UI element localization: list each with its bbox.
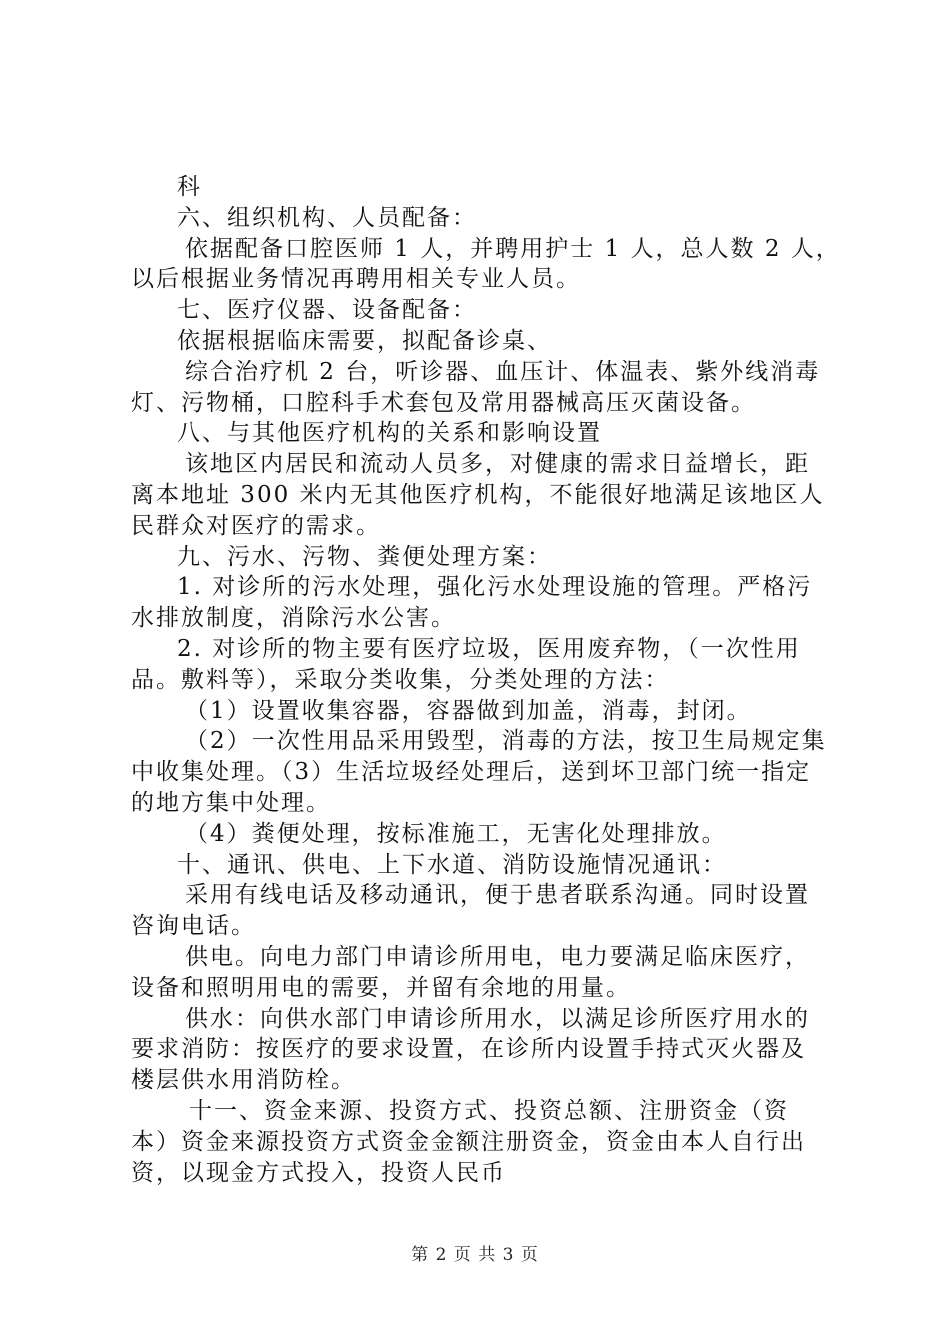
text-line: 以后根据业务情况再聘用相关专业人员。	[131, 266, 581, 293]
page-number-footer: 第 2 页 共 3 页	[411, 1245, 539, 1265]
text-line: 离本地址 300 米内无其他医疗机构，不能很好地满足该地区人	[131, 481, 825, 508]
text-line: 的地方集中处理。	[131, 789, 331, 816]
text-line: 水排放制度，消除污水公害。	[131, 605, 456, 632]
text-line: 品。敷料等），采取分类收集，分类处理的方法：	[131, 666, 670, 693]
text-line: （2）一次性用品采用毁型，消毒的方法，按卫生局规定集	[185, 728, 827, 755]
document-body	[131, 172, 841, 1188]
section-heading: 七、医疗仪器、设备配备：	[177, 297, 477, 324]
text-line: 2. 对诊所的物主要有医疗垃圾，医用废弃物，（一次性用	[177, 635, 801, 662]
text-line: 该地区内居民和流动人员多，对健康的需求日益增长，距	[185, 451, 810, 478]
text-line: 资，以现金方式投入，投资人民币	[131, 1159, 506, 1186]
text-line: 灯、污物桶，口腔科手术套包及常用器械高压灭菌设备。	[131, 389, 756, 416]
text-line: （4）粪便处理，按标准施工，无害化处理排放。	[185, 820, 727, 847]
text-line: 设备和照明用电的需要，并留有余地的用量。	[131, 974, 631, 1001]
text-line: 依据根据临床需要，拟配备诊桌、	[177, 327, 552, 354]
section-heading: 六、组织机构、人员配备：	[177, 204, 477, 231]
text-line: 综合治疗机 2 台，听诊器、血压计、体温表、紫外线消毒	[185, 358, 821, 385]
text-line: 楼层供水用消防栓。	[131, 1067, 356, 1094]
text-line: 1. 对诊所的污水处理，强化污水处理设施的管理。严格污	[177, 574, 813, 601]
section-heading: 九、污水、污物、粪便处理方案：	[177, 543, 552, 570]
text-line: 中收集处理。（3）生活垃圾经处理后，送到坏卫部门统一指定	[131, 759, 812, 786]
text-line: 咨询电话。	[131, 913, 256, 940]
text-line: 供电。向电力部门申请诊所用电，电力要满足临床医疗，	[185, 943, 810, 970]
section-heading: 十一、资金来源、投资方式、投资总额、注册资金（资	[189, 1097, 789, 1124]
section-heading: 八、与其他医疗机构的关系和影响设置	[177, 420, 602, 447]
text-line: 依据配备口腔医师 1 人，并聘用护士 1 人，总人数 2 人，	[185, 235, 841, 262]
text-line: （1）设置收集容器，容器做到加盖，消毒，封闭。	[185, 697, 752, 724]
text-line: 供水：向供水部门申请诊所用水，以满足诊所医疗用水的	[185, 1005, 810, 1032]
text-line: 本）资金来源投资方式资金金额注册资金，资金由本人自行出	[131, 1128, 806, 1155]
section-heading: 十、通讯、供电、上下水道、消防设施情况通讯：	[177, 851, 727, 878]
text-line: 科	[177, 174, 202, 200]
text-line: 采用有线电话及移动通讯，便于患者联系沟通。同时设置	[185, 882, 810, 909]
text-line: 民群众对医疗的需求。	[131, 512, 381, 539]
text-line: 要求消防：按医疗的要求设置，在诊所内设置手持式灭火器及	[131, 1036, 806, 1063]
